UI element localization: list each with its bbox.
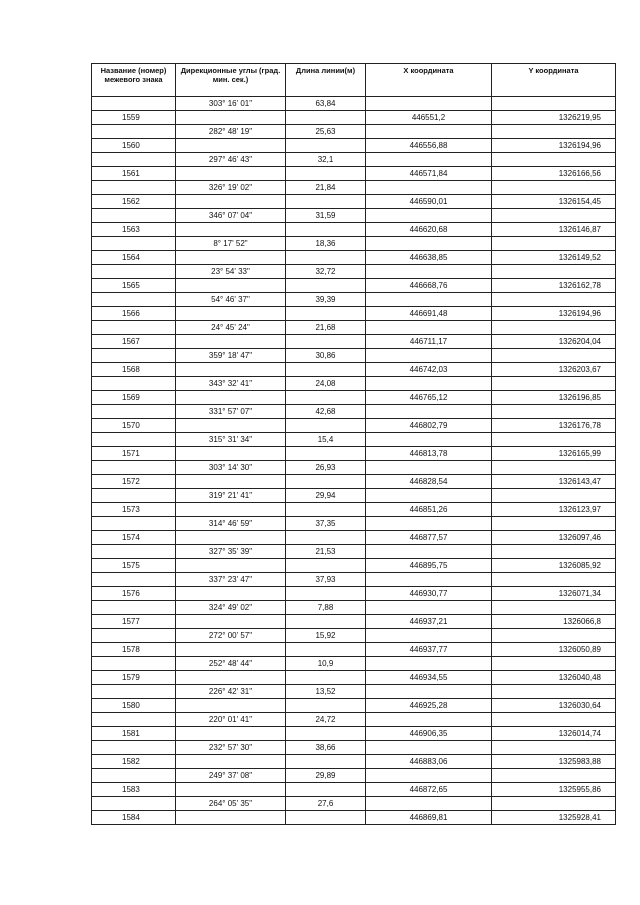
point-x: 446906,35: [366, 727, 492, 741]
segment-row: [92, 153, 616, 167]
segment-angle: 282° 48' 19": [176, 125, 286, 139]
segment-angle: 346° 07' 04": [176, 209, 286, 223]
segment-row: [92, 433, 616, 447]
point-name: 1574: [92, 531, 176, 545]
segment-length: 37,93: [286, 573, 366, 587]
point-y: 1325955,86: [492, 783, 616, 797]
point-row: [92, 139, 616, 153]
point-row: [92, 419, 616, 433]
point-x: 446930,77: [366, 587, 492, 601]
point-x: 446638,85: [366, 251, 492, 265]
point-x: 446571,84: [366, 167, 492, 181]
point-name: 1559: [92, 111, 176, 125]
point-x: 446869,81: [366, 811, 492, 825]
segment-row: [92, 209, 616, 223]
segment-angle: 326° 19' 02": [176, 181, 286, 195]
segment-length: 39,39: [286, 293, 366, 307]
segment-angle: 249° 37' 08": [176, 769, 286, 783]
point-row: [92, 643, 616, 657]
point-row: [92, 811, 616, 825]
segment-row: [92, 601, 616, 615]
point-y: 1326030,64: [492, 699, 616, 713]
point-x: 446765,12: [366, 391, 492, 405]
segment-angle: 297° 46' 43": [176, 153, 286, 167]
point-y: 1325983,88: [492, 755, 616, 769]
point-row: [92, 111, 616, 125]
header-angle: Дирекционные углы (град. мин. сек.): [176, 64, 286, 97]
point-name: 1577: [92, 615, 176, 629]
point-y: 1326040,48: [492, 671, 616, 685]
segment-row: [92, 489, 616, 503]
point-x: 446937,21: [366, 615, 492, 629]
point-row: [92, 755, 616, 769]
point-name: 1583: [92, 783, 176, 797]
point-y: 1326097,46: [492, 531, 616, 545]
segment-length: 21,68: [286, 321, 366, 335]
segment-angle: 232° 57' 30": [176, 741, 286, 755]
point-y: 1326149,52: [492, 251, 616, 265]
point-y: 1326204,04: [492, 335, 616, 349]
segment-row: [92, 517, 616, 531]
point-x: 446937,77: [366, 643, 492, 657]
segment-row: [92, 461, 616, 475]
segment-length: 37,35: [286, 517, 366, 531]
segment-angle: 23° 54' 33": [176, 265, 286, 279]
segment-angle: 343° 32' 41": [176, 377, 286, 391]
segment-row: [92, 97, 616, 111]
point-row: [92, 587, 616, 601]
segment-length: 13,52: [286, 685, 366, 699]
segment-angle: 303° 14' 30": [176, 461, 286, 475]
point-x: 446828,54: [366, 475, 492, 489]
segment-row: [92, 321, 616, 335]
point-x: 446802,79: [366, 419, 492, 433]
point-y: 1326050,89: [492, 643, 616, 657]
segment-row: [92, 237, 616, 251]
segment-row: [92, 573, 616, 587]
segment-length: 24,08: [286, 377, 366, 391]
segment-row: [92, 713, 616, 727]
segment-angle: 337° 23' 47": [176, 573, 286, 587]
segment-row: [92, 741, 616, 755]
segment-row: [92, 769, 616, 783]
point-name: 1572: [92, 475, 176, 489]
point-x: 446742,03: [366, 363, 492, 377]
point-name: 1570: [92, 419, 176, 433]
point-row: [92, 615, 616, 629]
segment-length: 32,1: [286, 153, 366, 167]
segment-row: [92, 657, 616, 671]
point-row: [92, 671, 616, 685]
point-x: 446883,06: [366, 755, 492, 769]
point-row: [92, 699, 616, 713]
point-y: 1326123,97: [492, 503, 616, 517]
point-name: 1563: [92, 223, 176, 237]
segment-row: [92, 293, 616, 307]
segment-length: 21,84: [286, 181, 366, 195]
segment-row: [92, 405, 616, 419]
point-y: 1326085,92: [492, 559, 616, 573]
segment-angle: 252° 48' 44": [176, 657, 286, 671]
point-name: 1562: [92, 195, 176, 209]
point-name: 1581: [92, 727, 176, 741]
segment-length: 42,68: [286, 405, 366, 419]
point-x: 446590,01: [366, 195, 492, 209]
point-row: [92, 167, 616, 181]
point-x: 446872,65: [366, 783, 492, 797]
segment-length: 15,92: [286, 629, 366, 643]
header-y: Y координата: [492, 64, 616, 97]
point-y: 1326014,74: [492, 727, 616, 741]
segment-row: [92, 797, 616, 811]
segment-angle: 264° 05' 35": [176, 797, 286, 811]
point-y: 1326196,85: [492, 391, 616, 405]
point-row: [92, 391, 616, 405]
header-length: Длина линии(м): [286, 64, 366, 97]
header-x: X координата: [366, 64, 492, 97]
point-row: [92, 503, 616, 517]
segment-angle: 327° 35' 39": [176, 545, 286, 559]
segment-length: 32,72: [286, 265, 366, 279]
segment-row: [92, 265, 616, 279]
point-name: 1582: [92, 755, 176, 769]
point-y: 1326154,45: [492, 195, 616, 209]
segment-angle: 331° 57' 07": [176, 405, 286, 419]
segment-angle: 319° 21' 41": [176, 489, 286, 503]
segment-angle: 54° 46' 37": [176, 293, 286, 307]
point-row: [92, 223, 616, 237]
segment-angle: 272° 00' 57": [176, 629, 286, 643]
point-name: 1564: [92, 251, 176, 265]
segment-length: 29,89: [286, 769, 366, 783]
segment-length: 29,94: [286, 489, 366, 503]
point-row: [92, 727, 616, 741]
point-row: [92, 559, 616, 573]
point-name: 1560: [92, 139, 176, 153]
point-row: [92, 307, 616, 321]
segment-angle: 315° 31' 34": [176, 433, 286, 447]
point-y: 1326146,87: [492, 223, 616, 237]
header-row: [92, 64, 616, 97]
point-name: 1578: [92, 643, 176, 657]
segment-length: 38,66: [286, 741, 366, 755]
segment-length: 63,84: [286, 97, 366, 111]
point-name: 1573: [92, 503, 176, 517]
point-name: 1565: [92, 279, 176, 293]
point-row: [92, 783, 616, 797]
segment-angle: 24° 45' 24": [176, 321, 286, 335]
point-x: 446551,2: [366, 111, 492, 125]
point-y: 1326194,96: [492, 139, 616, 153]
point-name: 1566: [92, 307, 176, 321]
point-row: [92, 531, 616, 545]
point-x: 446813,78: [366, 447, 492, 461]
segment-row: [92, 685, 616, 699]
point-y: 1326162,78: [492, 279, 616, 293]
point-x: 446691,48: [366, 307, 492, 321]
point-name: 1571: [92, 447, 176, 461]
point-row: [92, 279, 616, 293]
point-name: 1584: [92, 811, 176, 825]
point-x: 446934,55: [366, 671, 492, 685]
point-row: [92, 447, 616, 461]
segment-angle: 220° 01' 41": [176, 713, 286, 727]
segment-angle: 226° 42' 31": [176, 685, 286, 699]
point-y: 1326165,99: [492, 447, 616, 461]
point-row: [92, 475, 616, 489]
point-x: 446556,88: [366, 139, 492, 153]
point-y: 1326143,47: [492, 475, 616, 489]
point-y: 1326071,34: [492, 587, 616, 601]
segment-row: [92, 377, 616, 391]
point-x: 446877,57: [366, 531, 492, 545]
point-name: 1575: [92, 559, 176, 573]
point-x: 446668,76: [366, 279, 492, 293]
table-body: [92, 97, 616, 825]
segment-row: [92, 125, 616, 139]
segment-row: [92, 629, 616, 643]
point-name: 1561: [92, 167, 176, 181]
point-x: 446711,17: [366, 335, 492, 349]
segment-angle: 8° 17' 52": [176, 237, 286, 251]
segment-row: [92, 181, 616, 195]
segment-length: 18,36: [286, 237, 366, 251]
point-y: 1326219,95: [492, 111, 616, 125]
point-y: 1326166,56: [492, 167, 616, 181]
point-name: 1580: [92, 699, 176, 713]
point-y: 1325928,41: [492, 811, 616, 825]
segment-length: 24,72: [286, 713, 366, 727]
segment-row: [92, 545, 616, 559]
segment-length: 27,6: [286, 797, 366, 811]
point-y: 1326066,8: [492, 615, 616, 629]
point-x: 446620,68: [366, 223, 492, 237]
segment-length: 15,4: [286, 433, 366, 447]
segment-length: 26,93: [286, 461, 366, 475]
point-y: 1326203,67: [492, 363, 616, 377]
point-row: [92, 195, 616, 209]
segment-length: 25,63: [286, 125, 366, 139]
segment-row: [92, 349, 616, 363]
segment-length: 10,9: [286, 657, 366, 671]
segment-length: 21,53: [286, 545, 366, 559]
point-x: 446925,28: [366, 699, 492, 713]
segment-angle: 324° 49' 02": [176, 601, 286, 615]
segment-angle: 314° 46' 59": [176, 517, 286, 531]
segment-angle: 359° 18' 47": [176, 349, 286, 363]
point-row: [92, 251, 616, 265]
point-y: 1326194,96: [492, 307, 616, 321]
segment-length: 7,88: [286, 601, 366, 615]
segment-length: 31,59: [286, 209, 366, 223]
point-row: [92, 335, 616, 349]
point-x: 446851,26: [366, 503, 492, 517]
point-name: 1567: [92, 335, 176, 349]
segment-length: 30,86: [286, 349, 366, 363]
segment-angle: 303° 16' 01": [176, 97, 286, 111]
point-name: 1569: [92, 391, 176, 405]
point-name: 1568: [92, 363, 176, 377]
coordinates-table: [91, 63, 616, 825]
point-row: [92, 363, 616, 377]
boundary-coordinates-sheet: [91, 63, 615, 825]
point-name: 1576: [92, 587, 176, 601]
point-name: 1579: [92, 671, 176, 685]
header-name: Название (номер) межевого знака: [92, 64, 176, 97]
point-x: 446895,75: [366, 559, 492, 573]
point-y: 1326176,78: [492, 419, 616, 433]
